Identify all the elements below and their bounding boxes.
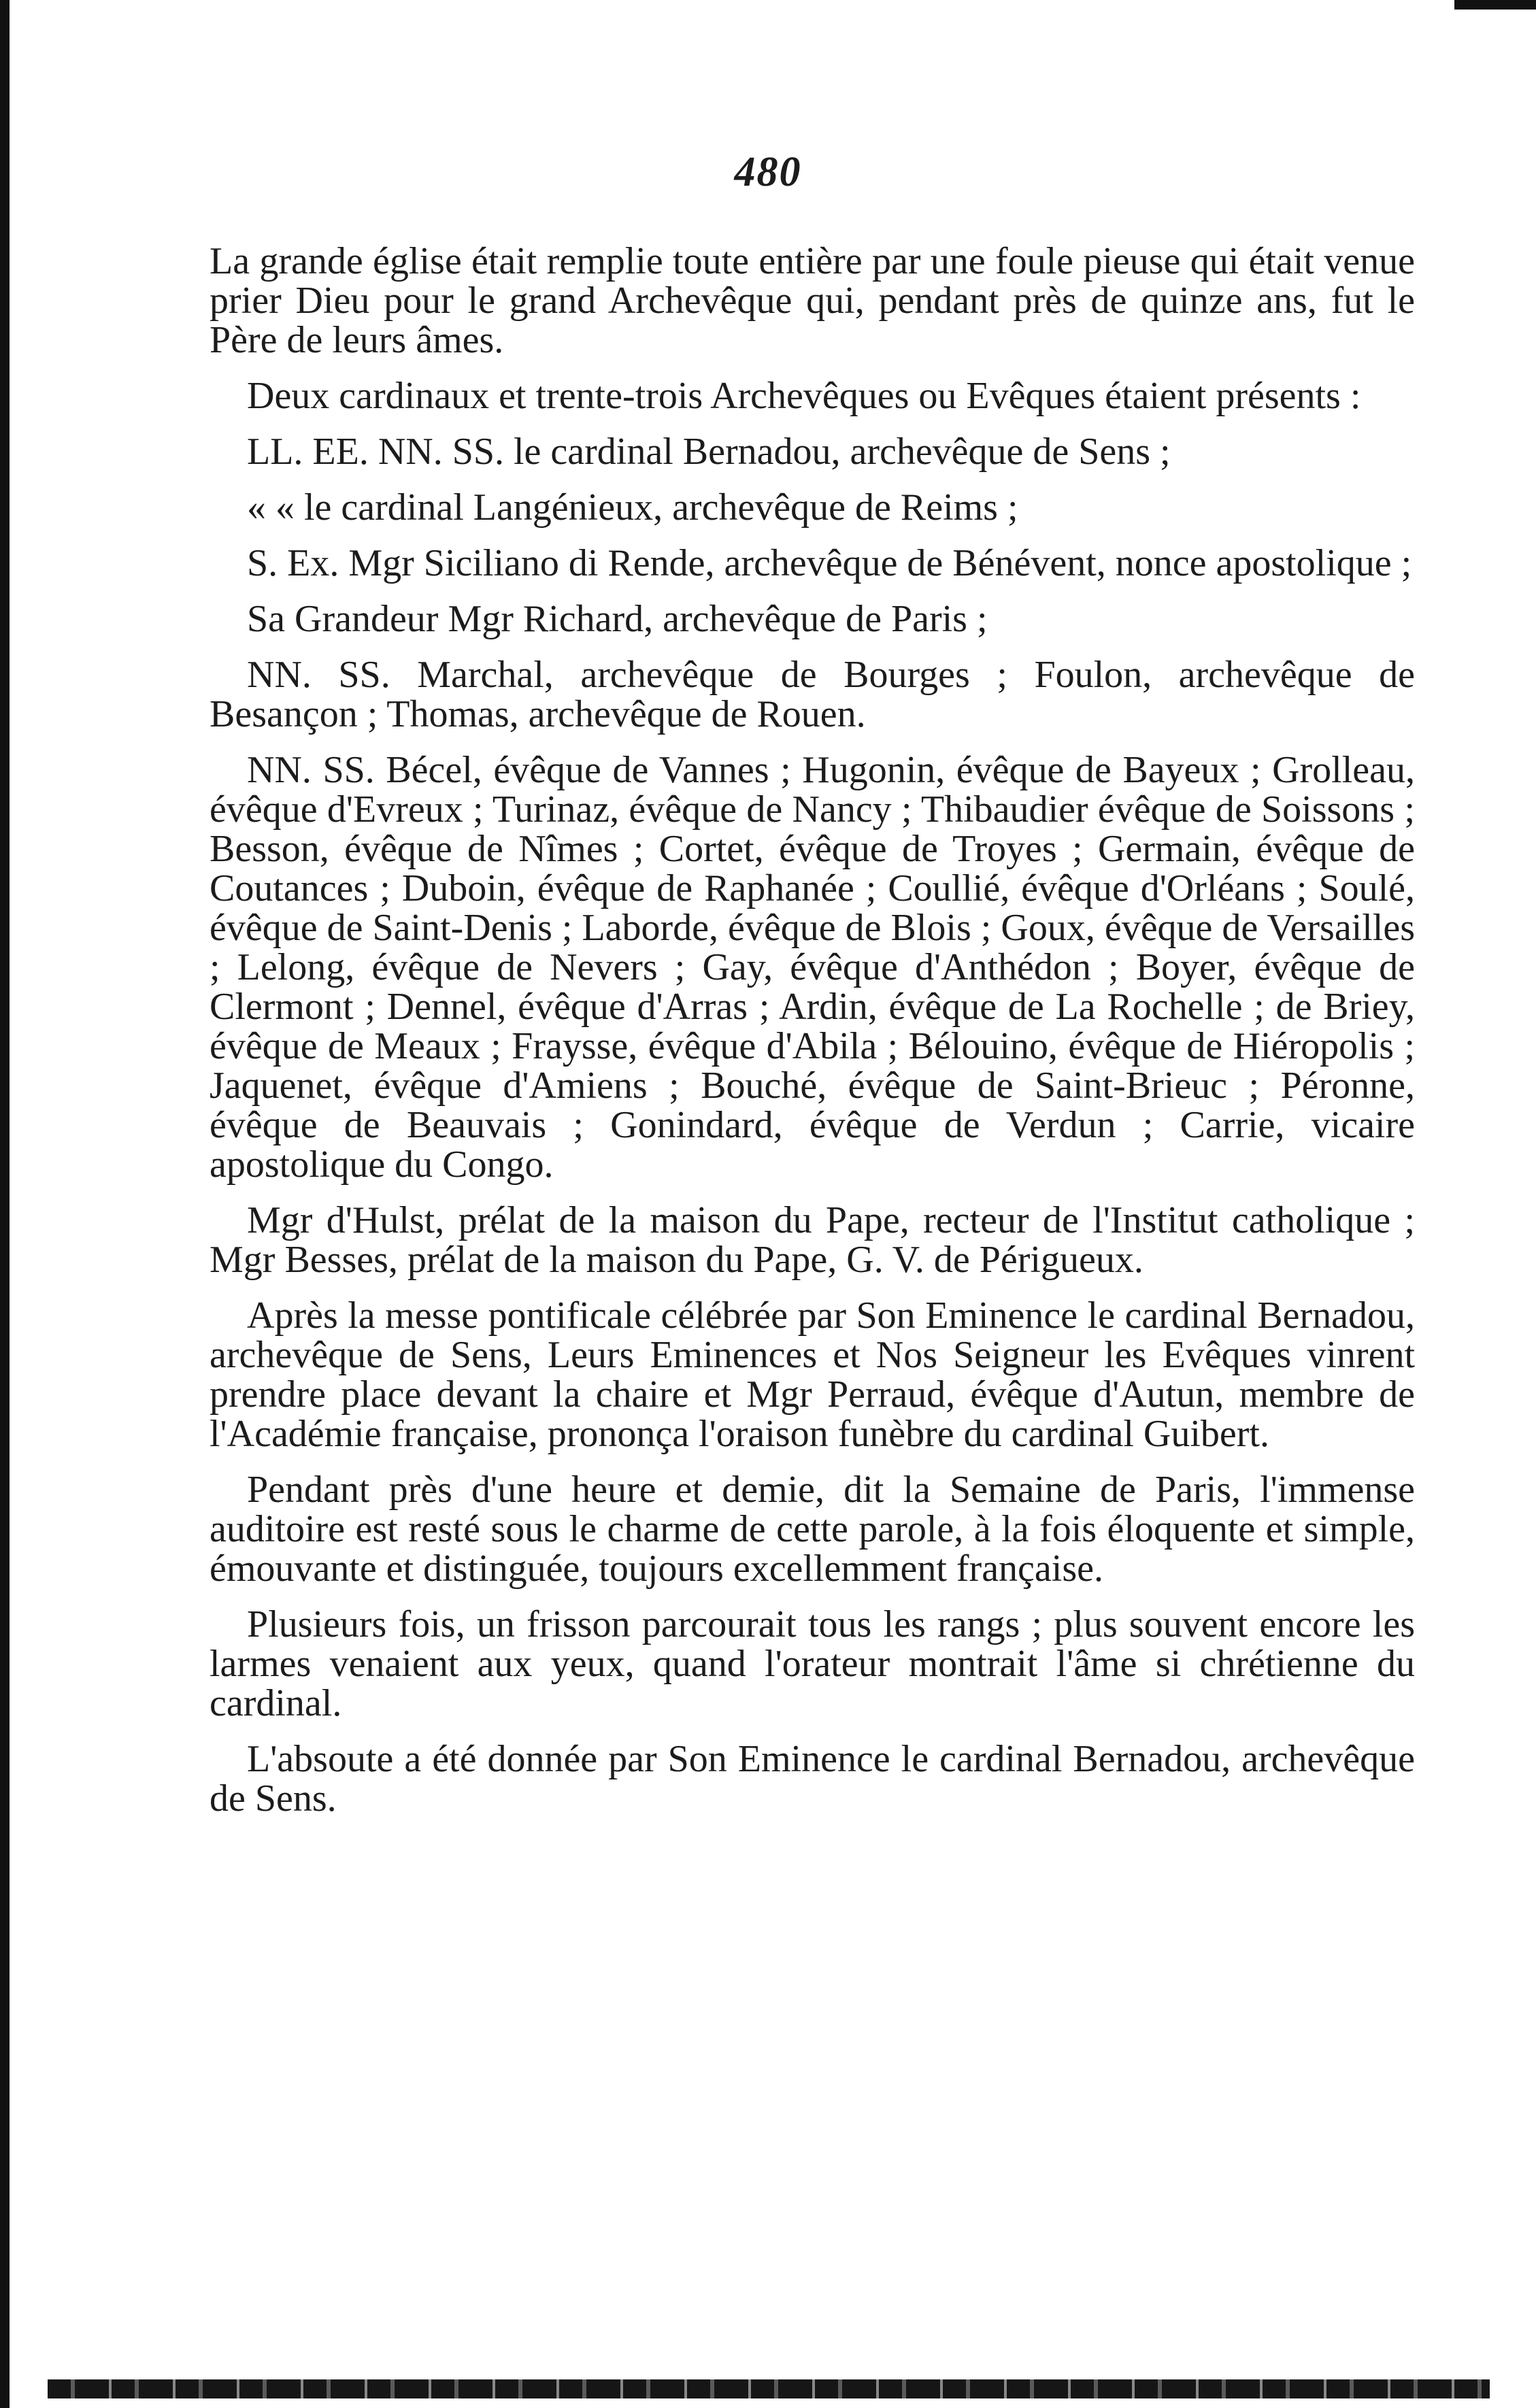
scan-border-left: [0, 0, 10, 2408]
paragraph: « « le cardinal Langénieux, archevêque de Reims ;: [247, 486, 1018, 529]
scan-border-bottom: [48, 2379, 1490, 2398]
paragraph: La grande église était remplie toute entière par une foule pieuse qui était venue prier Dieu pour le grand Archevêque qui, pendant près de quinze ans, fut le Père de leurs âmes.: [210, 240, 1415, 361]
paragraph: L'absoute a été donnée par Son Eminence le cardinal Bernadou, archevêque de Sens.: [210, 1738, 1415, 1820]
paragraph: LL. EE. NN. SS. le cardinal Bernadou, archevêque de Sens ;: [247, 431, 1171, 473]
paragraph: NN. SS. Marchal, archevêque de Bourges ; Foulon, archevêque de Besançon ; Thomas, archevêque de Rouen.: [210, 654, 1415, 735]
page-number-text: 480: [734, 149, 802, 195]
page-number: [0, 148, 1536, 197]
paragraph: Deux cardinaux et trente-trois Archevêques ou Evêques étaient présents :: [247, 375, 1361, 417]
body-text: [210, 241, 1415, 1835]
paragraph: Plusieurs fois, un frisson parcourait tous les rangs ; plus souvent encore les larmes venaient aux yeux, quand l'orateur montrait l'âme si chrétienne du cardinal.: [210, 1603, 1415, 1724]
paragraph: NN. SS. Bécel, évêque de Vannes ; Hugonin, évêque de Bayeux ; Grolleau, évêque d'Evreux ; Turinaz, évêque de Nancy ; Thibaudier évêque de Soissons ; Besson, évêque de Nîmes ; Cortet, évêque de Troyes ; Germain, évêque de Coutances ; Duboin, évêque de Raphanée ; Coullié, évêque d'Orléans ; Soulé, évêque de Saint-Denis ; Laborde, évêque de Blois ; Goux, évêque de Versailles ; Lelong, évêque de Nevers ; Gay, évêque d'Anthédon ; Boyer, évêque de Clermont ; Dennel, évêque d'Arras ; Ardin, évêque de La Rochelle ; de Briey, évêque de Meaux ; Fraysse, évêque d'Abila ; Bélouino, évêque de Hiéropolis ; Jaquenet, évêque d'Amiens ; Bouché, évêque de Saint-Brieuc ; Péronne, évêque de Beauvais ; Gonindard, évêque de Verdun ; Carrie, vicaire apostolique du Congo.: [210, 749, 1415, 1186]
paragraph: Sa Grandeur Mgr Richard, archevêque de Paris ;: [247, 598, 988, 640]
paragraph: Pendant près d'une heure et demie, dit la Semaine de Paris, l'immense auditoire est resté sous le charme de cette parole, à la fois éloquente et simple, émouvante et distinguée, toujours excellemment française.: [210, 1469, 1415, 1590]
paragraph: Mgr d'Hulst, prélat de la maison du Pape, recteur de l'Institut catholique ; Mgr Besses, prélat de la maison du Pape, G. V. de Périgueux.: [210, 1199, 1415, 1281]
paragraph: S. Ex. Mgr Siciliano di Rende, archevêque de Bénévent, nonce apostolique ;: [247, 542, 1412, 584]
scan-border-top: [1454, 0, 1536, 10]
paragraph: Après la messe pontificale célébrée par Son Eminence le cardinal Bernadou, archevêque de Sens, Leurs Eminences et Nos Seigneur les Evêques vinrent prendre place devant la chaire et Mgr Perraud, évêque d'Autun, membre de l'Académie française, prononça l'oraison funèbre du cardinal Guibert.: [210, 1294, 1415, 1455]
